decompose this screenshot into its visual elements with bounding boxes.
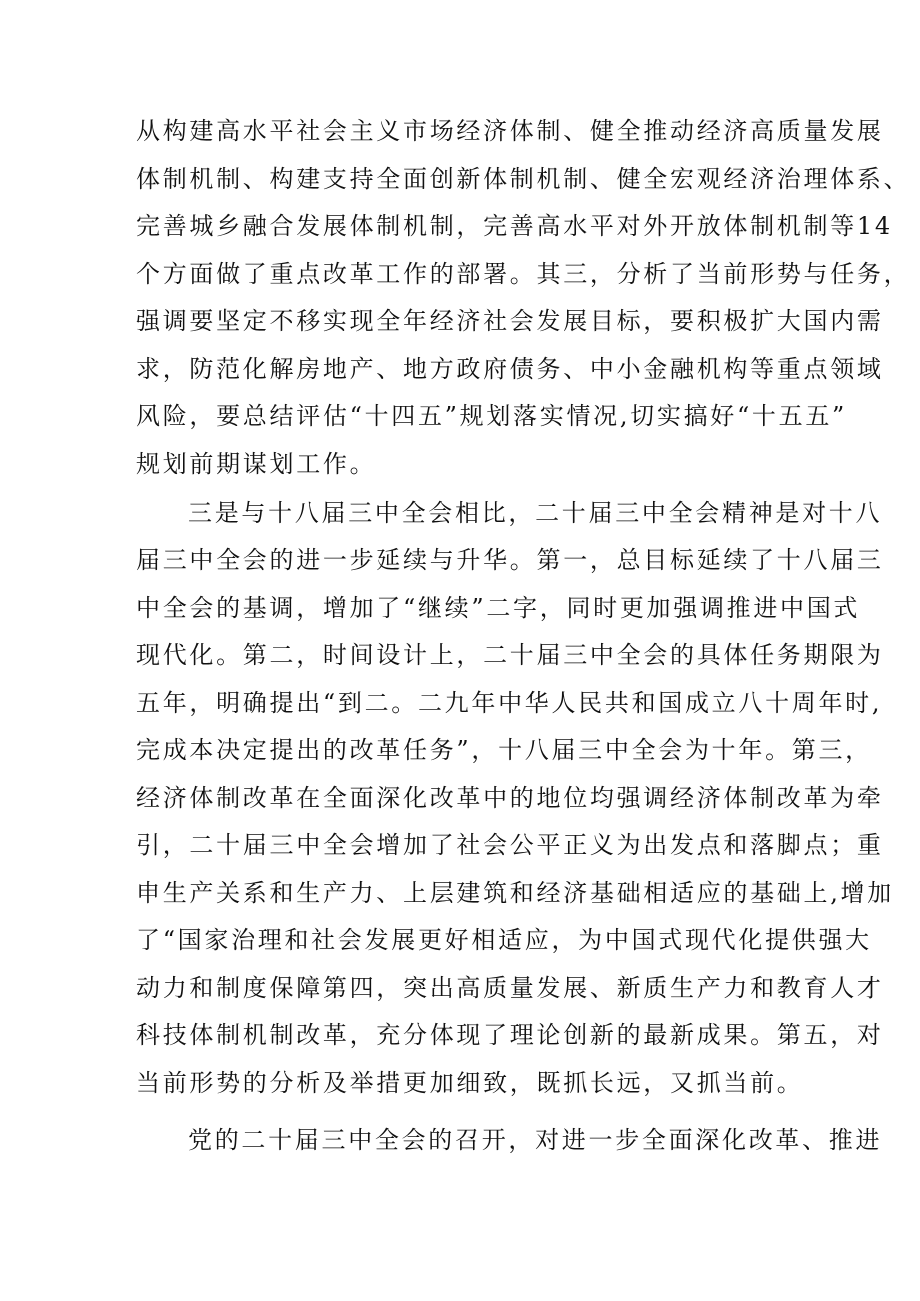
text-line: 当前形势的分析及举措更加细致，既抓长远，又抓当前。 <box>136 1069 804 1097</box>
text-line: 经济体制改革在全面深化改革中的地位均强调经济体制改革为牵 <box>136 784 884 812</box>
text-line: 了“国家治理和社会发展更好相适应，为中国式现代化提供强大 <box>136 926 872 954</box>
text-line: 引，二十届三中全会增加了社会公平正义为出发点和落脚点；重 <box>136 831 884 859</box>
text-line: 完善城乡融合发展体制机制，完善高水平对外开放体制机制等14 <box>136 212 893 240</box>
text-line: 从构建高水平社会主义市场经济体制、健全推动经济高质量发展 <box>136 117 884 145</box>
text-line: 申生产关系和生产力、上层建筑和经济基础相适应的基础上,增加 <box>136 879 894 907</box>
text-line: 个方面做了重点改革工作的部署。其三，分析了当前形势与任务， <box>136 260 911 288</box>
text-line: 现代化。第二，时间设计上，二十届三中全会的具体任务期限为 <box>136 641 884 669</box>
text-line: 强调要坚定不移实现全年经济社会发展目标，要积极扩大国内需 <box>136 307 884 335</box>
text-line: 届三中全会的进一步延续与升华。第一，总目标延续了十八届三 <box>136 546 884 574</box>
text-line: 五年，明确提出“到二。二九年中华人民共和国成立八十周年时, <box>136 689 883 717</box>
paragraph-first-line: 三是与十八届三中全会相比，二十届三中全会精神是对十八 <box>188 499 883 527</box>
text-line: 求，防范化解房地产、地方政府债务、中小金融机构等重点领域 <box>136 355 884 383</box>
text-line: 完成本决定提出的改革任务”，十八届三中全会为十年。第三， <box>136 736 872 764</box>
text-line: 风险，要总结评估“十四五”规划落实情况,切实搞好“十五五” <box>136 402 848 430</box>
text-line: 体制机制、构建支持全面创新体制机制、健全宏观经济治理体系、 <box>136 165 911 193</box>
text-line: 动力和制度保障第四，突出高质量发展、新质生产力和教育人才 <box>136 974 884 1002</box>
text-line: 科技体制机制改革，充分体现了理论创新的最新成果。第五，对 <box>136 1021 884 1049</box>
paragraph-first-line: 党的二十届三中全会的召开，对进一步全面深化改革、推进 <box>188 1126 883 1154</box>
text-line: 中全会的基调，增加了“继续”二字，同时更加强调推进中国式 <box>136 594 861 622</box>
text-line: 规划前期谋划工作。 <box>136 450 377 478</box>
